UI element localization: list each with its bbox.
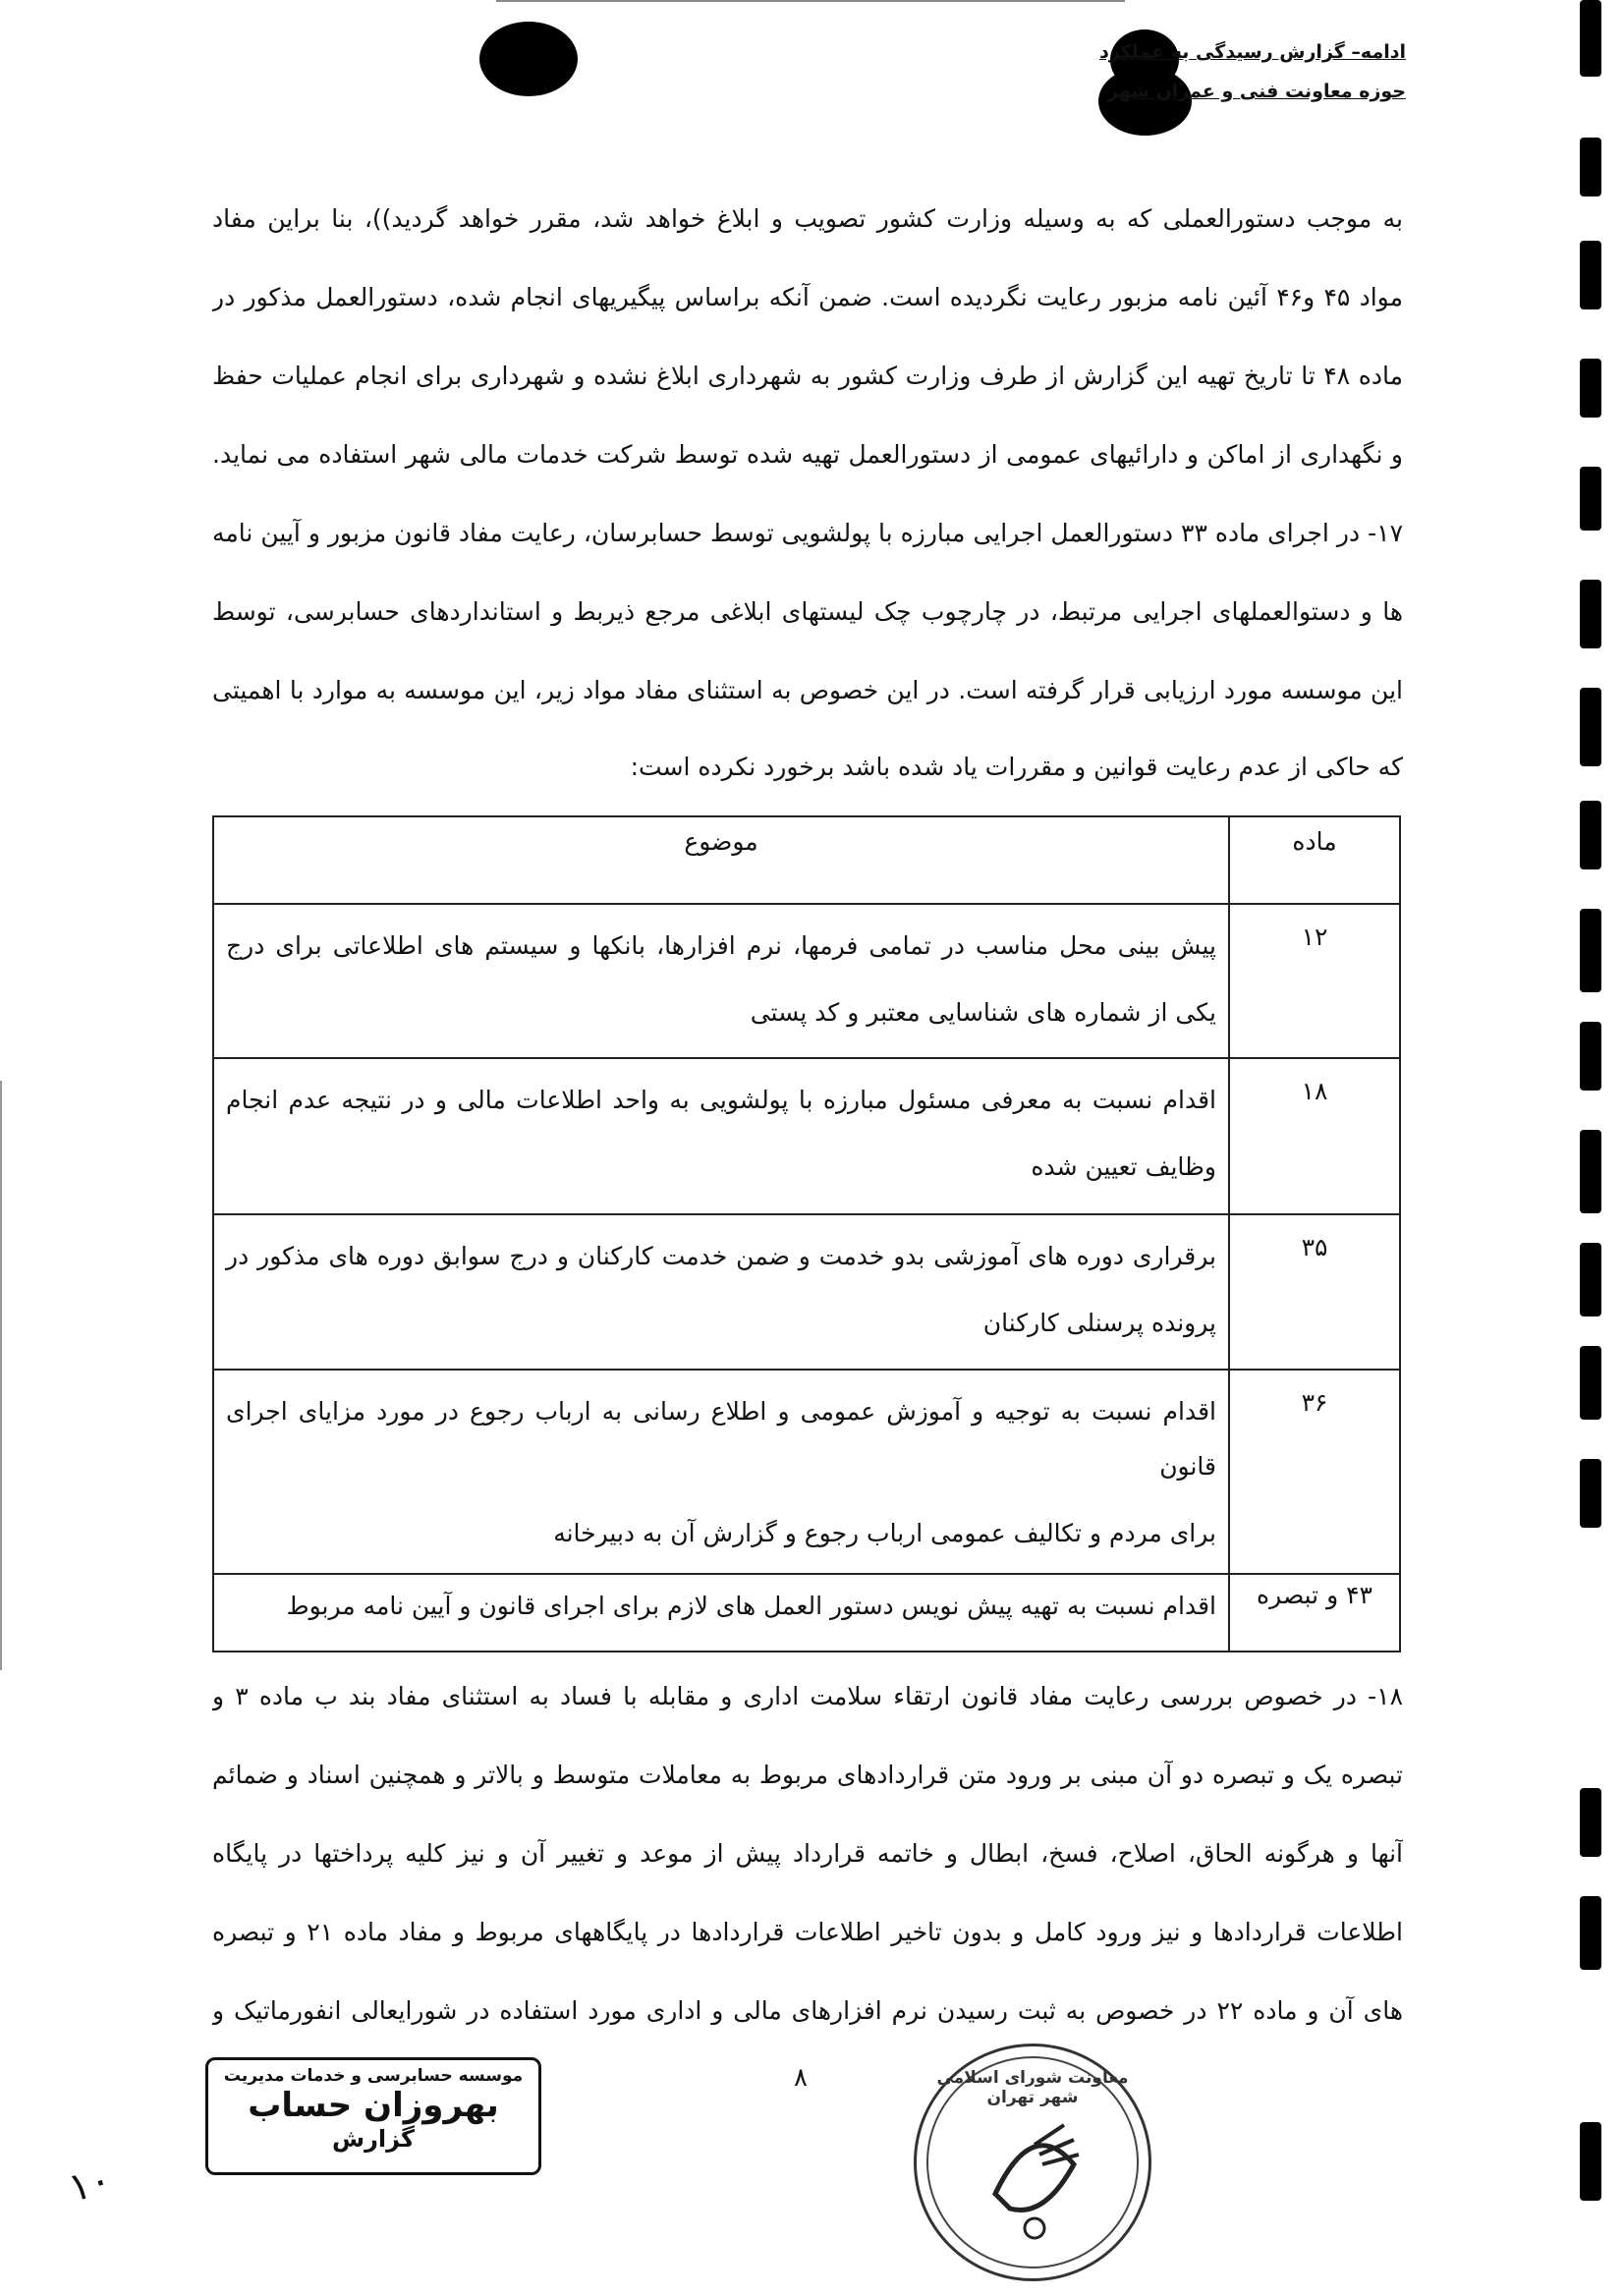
binding-mark (1580, 0, 1601, 77)
paragraph-line: ماده ۴۸ تا تاریخ تهیه این گزارش از طرف وزارت کشور به شهرداری ابلاغ نشده و شهرداری برای انجام عملیات حفظ (212, 362, 1403, 390)
header-subtitle: حوزه معاونت فنی و عمران شهر (1106, 81, 1406, 102)
binding-mark (1580, 688, 1601, 766)
article-cell: ۳۵ (1229, 1214, 1400, 1370)
subject-line: اقدام نسبت به تهیه پیش نویس دستور العمل های لازم برای اجرای قانون و آیین نامه مربوط (286, 1592, 1216, 1620)
binding-mark (1580, 1022, 1601, 1091)
paragraph-line: این موسسه مورد ارزیابی قرار گرفته است. در این خصوص به استثنای مفاد مواد زیر، این موسسه به موارد با اهمیتی (212, 676, 1403, 704)
subject-cell (213, 1058, 1229, 1214)
subject-line: پیش بینی محل مناسب در تمامی فرمها، نرم افزارها، بانکها و سیستم های اطلاعاتی برای درج (226, 931, 1216, 960)
paragraph-line: مواد ۴۵ و۴۶ آئین نامه مزبور رعایت نگردیده است. ضمن آنکه براساس پیگیریهای انجام شده، دستورالعمل مذکور در (212, 283, 1403, 311)
binding-mark (1580, 1346, 1601, 1420)
paragraph-line: ۱۸- در خصوص بررسی رعایت مفاد قانون ارتقاء سلامت اداری و مقابله با فساد به استثنای مفاد بند ب ماده ۳ و (212, 1682, 1403, 1710)
subject-line: برقراری دوره های آموزشی بدو خدمت و ضمن خدمت کارکنان و درج سوابق دوره های مذکور در (226, 1242, 1216, 1270)
paragraph-line: اطلاعات قراردادها و نیز ورود کامل و بدون تاخیر اطلاعات قراردادها در پایگاههای مربوط و مفاد ماده ۲۱ و تبصره (212, 1918, 1403, 1946)
binding-mark (1580, 801, 1601, 869)
paragraph-line: های آن و ماده ۲۲ در خصوص به ثبت رسیدن نرم افزارهای مالی و اداری مورد استفاده در شورایعالی انفورماتیک و (212, 1996, 1403, 2025)
seal-emblem-icon (917, 2046, 1148, 2278)
stamp-line: گزارش (331, 2125, 416, 2153)
paragraph-line: ها و دستوالعملهای اجرایی مرتبط، در چارچوب چک لیستهای ابلاغی مرجع ذیربط و استانداردهای حسابرسی، توسط (212, 597, 1403, 626)
official-seal (914, 2044, 1151, 2281)
binding-mark (1580, 1788, 1601, 1857)
subject-line: اقدام نسبت به توجیه و آموزش عمومی و اطلاع رسانی به ارباب رجوع در مورد مزایای اجرای قانون (226, 1397, 1216, 1481)
binding-mark (1580, 2122, 1601, 2201)
paragraph-line: و نگهداری از اماکن و دارائیهای عمومی از دستورالعمل تهیه شده توسط شرکت خدمات مالی شهر استفاده می نماید. (212, 440, 1403, 469)
header-title: ادامه– گزارش رسیدگی به عملکرد (1099, 41, 1406, 63)
table-row (213, 1574, 1400, 1652)
paragraph-line: آنها و هرگونه الحاق، اصلاح، فسخ، ابطال و خاتمه قرارداد پیش از موعد و تغییر آن و نیز کلیه پرداختها در پایگاه (212, 1839, 1403, 1868)
top-rule (496, 0, 1125, 2)
redaction-blob (479, 22, 578, 96)
binding-mark (1580, 1243, 1601, 1316)
article-cell: ۴۳ و تبصره (1229, 1574, 1400, 1652)
article-cell: ۱۸ (1229, 1058, 1400, 1214)
stamp-name: بهروزان حساب (248, 2086, 499, 2125)
subject-line: یکی از شماره های شناسایی معتبر و کد پستی (750, 998, 1216, 1027)
article-cell: ۱۲ (1229, 904, 1400, 1058)
binding-mark (1580, 241, 1601, 309)
binding-mark (1580, 1130, 1601, 1213)
paragraph-line: تبصره یک و تبصره دو آن مبنی بر ورود متن قراردادهای مربوط به معاملات متوسط و بالاتر و همچنین اسناد و ضمائم (212, 1761, 1403, 1789)
binding-mark (1580, 467, 1601, 531)
subject-line: اقدام نسبت به معرفی مسئول مبارزه با پولشویی به واحد اطلاعات مالی و در نتیجه عدم انجام (226, 1086, 1216, 1114)
stamp-line: موسسه حسابرسی و خدمات مدیریت (223, 2066, 524, 2086)
table-row (213, 904, 1400, 1058)
subject-line: وظایف تعیین شده (1031, 1152, 1216, 1181)
subject-line: برای مردم و تکالیف عمومی ارباب رجوع و گزارش آن به دبیرخانه (553, 1519, 1216, 1547)
subject-cell (213, 1574, 1229, 1652)
seal-text: معاونت شورای اسلامی شهر تهران (936, 2068, 1129, 2107)
binding-mark (1580, 909, 1601, 992)
binding-mark (1580, 1459, 1601, 1528)
binding-mark (1580, 1896, 1601, 1970)
subject-line: پرونده پرسنلی کارکنان (982, 1309, 1216, 1337)
binding-mark (1580, 138, 1601, 196)
table-header-row (213, 816, 1400, 904)
exceptions-table (212, 815, 1401, 1652)
table-row (213, 1370, 1400, 1574)
header-subject: موضوع (213, 816, 1229, 904)
header-article: ماده (1229, 816, 1400, 904)
subject-cell (213, 1370, 1229, 1574)
subject-cell (213, 904, 1229, 1058)
paragraph-line: که حاکی از عدم رعایت قوانین و مقررات یاد شده باشد برخورد نکرده است: (630, 753, 1403, 781)
handwritten-note: ۱۰ (63, 2156, 117, 2212)
auditor-stamp (205, 2057, 541, 2175)
paragraph-line: ۱۷- در اجرای ماده ۳۳ دستورالعمل اجرایی مبارزه با پولشویی توسط حسابرسان، رعایت مفاد قانون مزبور و آیین نامه (212, 519, 1403, 547)
table-row (213, 1058, 1400, 1214)
binding-mark (1580, 580, 1601, 648)
paragraph-line: به موجب دستورالعملی که به وسیله وزارت کشور تصویب و ابلاغ خواهد شد، مقرر خواهد گردید))، بنا براین مفاد (212, 204, 1403, 233)
article-cell: ۳۶ (1229, 1370, 1400, 1574)
table-row (213, 1214, 1400, 1370)
subject-cell (213, 1214, 1229, 1370)
page-number: ۸ (794, 2063, 808, 2093)
binding-mark (1580, 359, 1601, 418)
scan-edge (0, 1081, 2, 1670)
